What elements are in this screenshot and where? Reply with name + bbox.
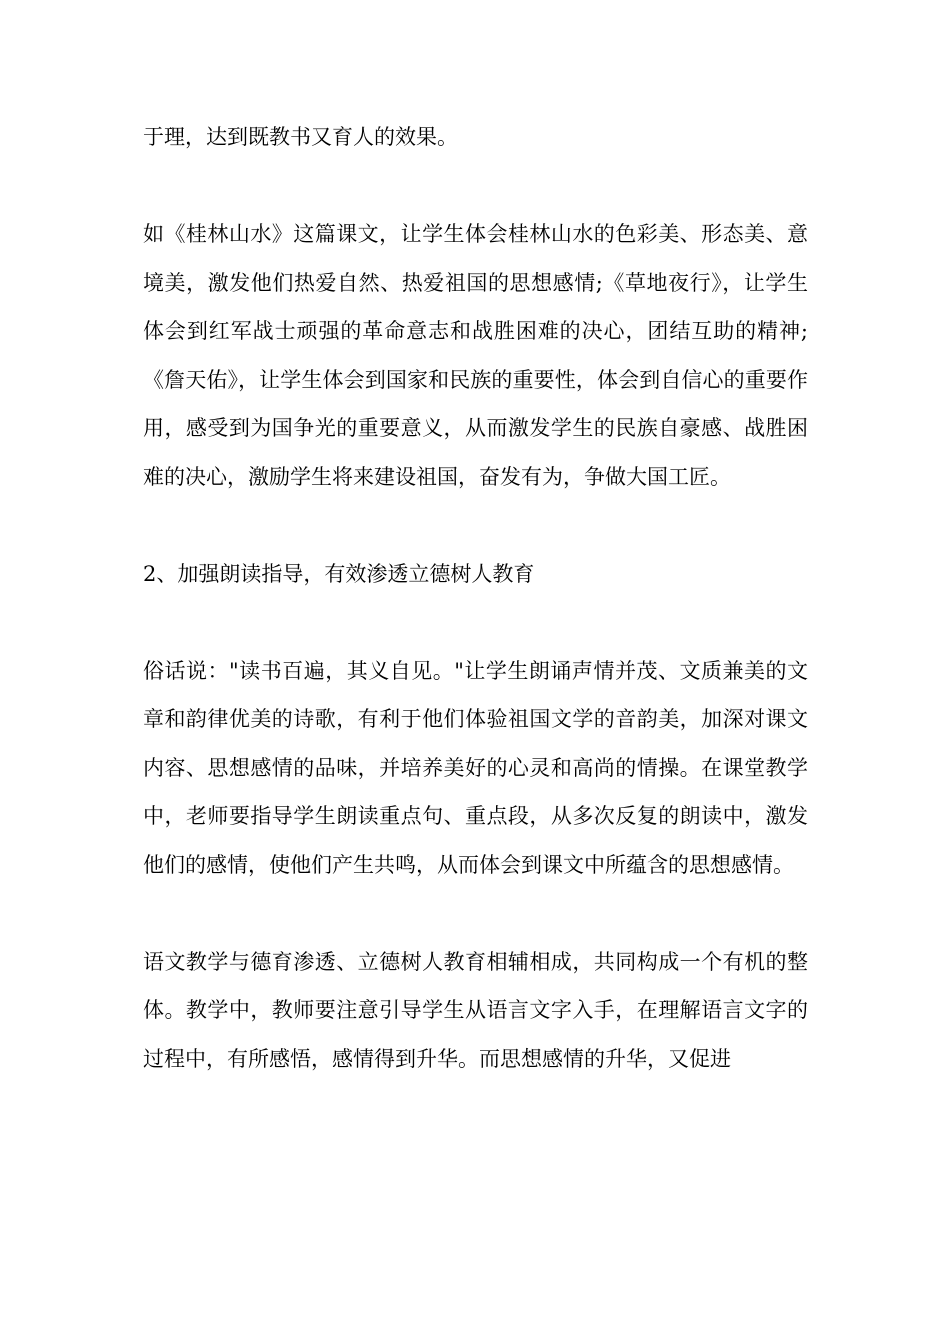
paragraph-reading-guidance: 俗话说："读书百遍，其义自见。"让学生朗诵声情并茂、文质兼美的文章和韵律优美的诗歌，有利于他们体验祖国文学的音韵美，加深对课文内容、思想感情的品味，并培养美好的心灵和高尚的情操。在课堂教学中，老师要指导学生朗读重点句、重点段，从多次反复的朗读中，激发他们的感情，使他们产生共鸣，从而体会到课文中所蕴含的思想感情。 [143,658,808,877]
paragraph-moral-education: 语文教学与德育渗透、立德树人教育相辅相成，共同构成一个有机的整体。教学中，教师要注意引导学生从语言文字入手，在理解语言文字的过程中，有所感悟，感情得到升华。而思想感情的升华，又促进 [143,949,808,1071]
paragraph-continuation: 于理，达到既教书又育人的效果。 [143,125,458,149]
section-heading: 2、加强朗读指导，有效渗透立德树人教育 [143,561,535,586]
paragraph-example-texts: 如《桂林山水》这篇课文，让学生体会桂林山水的色彩美、形态美、意境美，激发他们热爱自然、热爱祖国的思想感情;《草地夜行》，让学生体会到红军战士顽强的革命意志和战胜困难的决心，团结互助的精神;《詹天佑》，让学生体会到国家和民族的重要性，体会到自信心的重要作用，感受到为国争光的重要意义，从而激发学生的民族自豪感、战胜困难的决心，激励学生将来建设祖国，奋发有为，争做大国工匠。 [143,222,808,489]
document-body [143,113,808,1083]
